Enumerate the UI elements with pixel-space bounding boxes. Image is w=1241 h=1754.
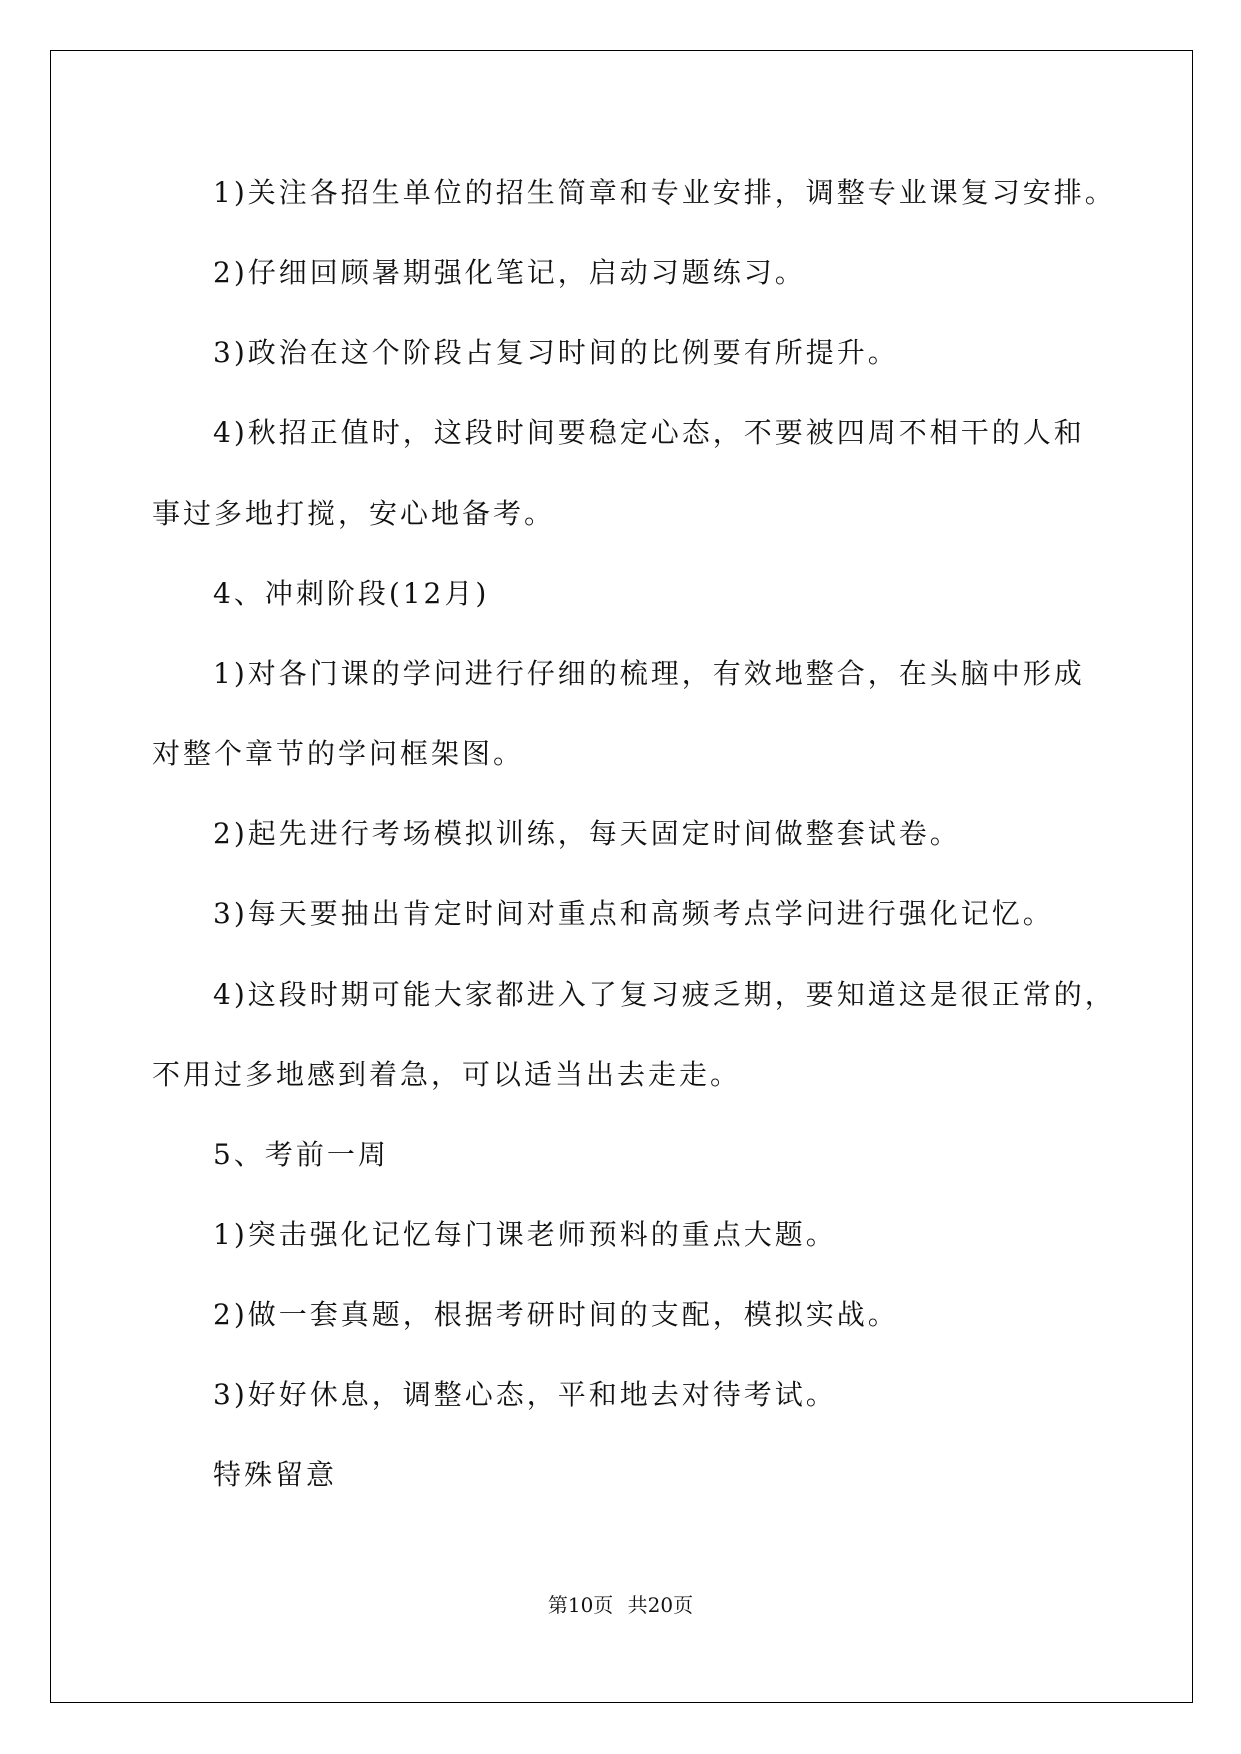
paragraph-line: 2)做一套真题，根据考研时间的支配，模拟实战。 [213, 1298, 899, 1331]
paragraph-line: 1)突击强化记忆每门课老师预料的重点大题。 [213, 1218, 837, 1251]
paragraph-line: 3)每天要抽出肯定时间对重点和高频考点学问进行强化记忆。 [213, 897, 1054, 930]
page-total: 共20页 [627, 1593, 694, 1617]
section-heading: 4、冲刺阶段(12月) [213, 577, 490, 610]
page-number: 第10页 [547, 1593, 614, 1617]
paragraph-line: 事过多地打搅，安心地备考。 [152, 497, 556, 530]
paragraph-line: 4)秋招正值时，这段时间要稳定心态，不要被四周不相干的人和 [213, 416, 1085, 449]
section-heading: 5、考前一周 [213, 1138, 389, 1171]
paragraph-line: 3)好好休息，调整心态，平和地去对待考试。 [213, 1378, 837, 1411]
paragraph-line: 4)这段时期可能大家都进入了复习疲乏期，要知道这是很正常的， [213, 978, 1116, 1011]
page-footer [0, 1590, 1241, 1620]
paragraph-line: 1)关注各招生单位的招生简章和专业安排，调整专业课复习安排。 [213, 176, 1116, 209]
paragraph-line: 2)起先进行考场模拟训练，每天固定时间做整套试卷。 [213, 817, 961, 850]
paragraph-line: 对整个章节的学问框架图。 [152, 737, 525, 770]
section-heading: 特殊留意 [213, 1458, 338, 1491]
paragraph-line: 1)对各门课的学问进行仔细的梳理，有效地整合，在头脑中形成 [213, 657, 1085, 690]
paragraph-line: 不用过多地感到着急，可以适当出去走走。 [152, 1058, 742, 1091]
paragraph-line: 2)仔细回顾暑期强化笔记，启动习题练习。 [213, 256, 806, 289]
paragraph-line: 3)政治在这个阶段占复习时间的比例要有所提升。 [213, 336, 899, 369]
